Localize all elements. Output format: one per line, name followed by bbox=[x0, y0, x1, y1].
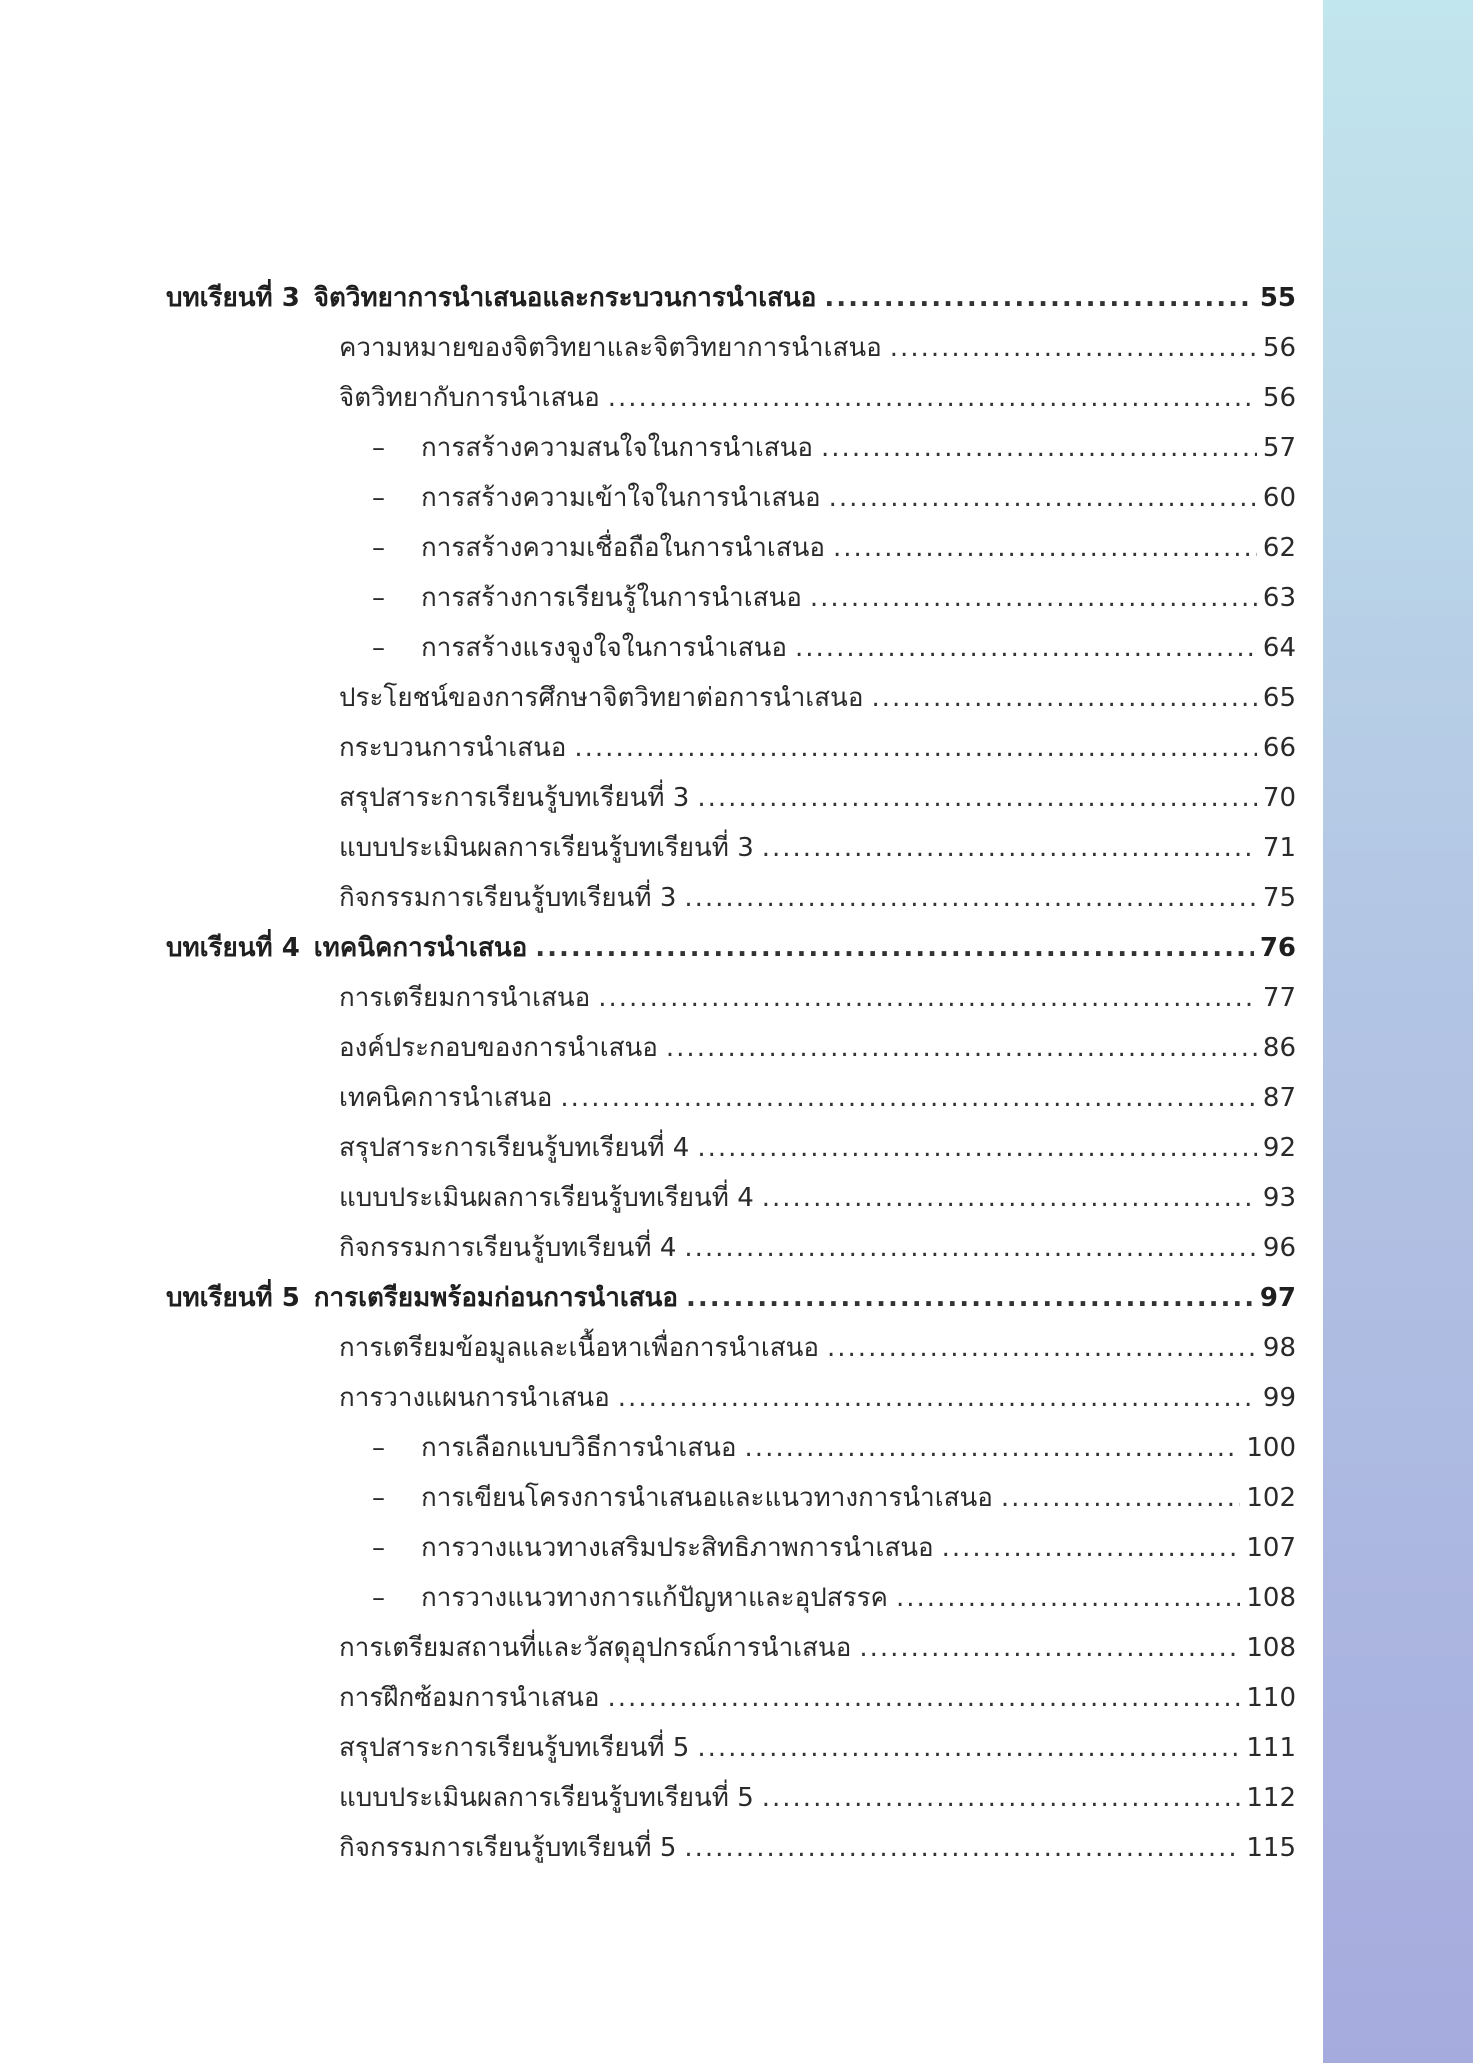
toc-leader-dots bbox=[684, 1823, 1240, 1873]
toc-entry-title: องค์ประกอบของการนำเสนอ bbox=[339, 1033, 658, 1063]
toc-row bbox=[0, 623, 1323, 673]
toc-row bbox=[0, 673, 1323, 723]
toc-page-number: 115 bbox=[1246, 1833, 1296, 1863]
toc-entry-title: แบบประเมินผลการเรียนรู้บทเรียนที่ 5 bbox=[339, 1783, 754, 1813]
toc-entry-title: สรุปสาระการเรียนรู้บทเรียนที่ 5 bbox=[339, 1733, 690, 1763]
toc-row bbox=[0, 1523, 1323, 1573]
toc-entry-title: เทคนิคการนำเสนอ bbox=[313, 933, 528, 963]
toc-entry[interactable] bbox=[339, 1223, 1296, 1273]
toc-leader-dots bbox=[618, 1373, 1257, 1423]
toc-entry[interactable] bbox=[339, 323, 1296, 373]
toc-leader-dots bbox=[535, 923, 1254, 973]
toc-leader-dots bbox=[697, 1123, 1257, 1173]
toc-row bbox=[0, 1573, 1323, 1623]
toc-page-number: 110 bbox=[1246, 1683, 1296, 1713]
toc-entry[interactable] bbox=[421, 473, 1296, 523]
toc-entry[interactable] bbox=[166, 923, 1296, 973]
toc-leader-dots bbox=[608, 1673, 1241, 1723]
toc-chapter-row bbox=[0, 273, 1323, 323]
toc-row bbox=[0, 1123, 1323, 1173]
toc-entry[interactable] bbox=[421, 573, 1296, 623]
toc-entry-title: การสร้างการเรียนรู้ในการนำเสนอ bbox=[421, 583, 802, 613]
toc-chapter-row bbox=[0, 923, 1323, 973]
toc-entry-title: การวางแนวทางการแก้ปัญหาและอุปสรรค bbox=[421, 1583, 888, 1613]
toc-entry-title: การสร้างความเชื่อถือในการนำเสนอ bbox=[421, 533, 825, 563]
toc-leader-dots bbox=[827, 1323, 1257, 1373]
toc-chapter-row bbox=[0, 1273, 1323, 1323]
toc-page-number: 92 bbox=[1262, 1133, 1296, 1163]
toc-entry-title: สรุปสาระการเรียนรู้บทเรียนที่ 3 bbox=[339, 783, 690, 813]
toc-dash: – bbox=[372, 433, 385, 463]
toc-entry[interactable] bbox=[339, 973, 1296, 1023]
toc-entry[interactable] bbox=[166, 273, 1296, 323]
toc-chapter-number: บทเรียนที่ 3 bbox=[166, 283, 300, 313]
toc-entry-title: การฝึกซ้อมการนำเสนอ bbox=[339, 1683, 600, 1713]
toc-entry-title: การสร้างความเข้าใจในการนำเสนอ bbox=[421, 483, 821, 513]
toc-entry[interactable] bbox=[421, 1423, 1296, 1473]
toc-entry-title: ความหมายของจิตวิทยาและจิตวิทยาการนำเสนอ bbox=[339, 333, 882, 363]
toc-leader-dots bbox=[829, 473, 1257, 523]
toc-leader-dots bbox=[697, 1723, 1240, 1773]
toc-leader-dots bbox=[810, 573, 1257, 623]
toc-entry[interactable] bbox=[339, 823, 1296, 873]
toc-page-number: 86 bbox=[1262, 1033, 1296, 1063]
toc-row bbox=[0, 323, 1323, 373]
toc-entry[interactable] bbox=[339, 673, 1296, 723]
toc-dash: – bbox=[372, 533, 385, 563]
toc-leader-dots bbox=[896, 1573, 1240, 1623]
toc-entry[interactable] bbox=[339, 1173, 1296, 1223]
toc-entry-title: การเตรียมข้อมูลและเนื้อหาเพื่อการนำเสนอ bbox=[339, 1333, 820, 1363]
toc-entry-title: การเขียนโครงการนำเสนอและแนวทางการนำเสนอ bbox=[421, 1483, 993, 1513]
toc-entry-title: การวางแผนการนำเสนอ bbox=[339, 1383, 610, 1413]
toc-leader-dots bbox=[871, 673, 1256, 723]
toc-entry[interactable] bbox=[339, 1723, 1296, 1773]
toc-dash: – bbox=[372, 1533, 385, 1563]
toc-row bbox=[0, 523, 1323, 573]
toc-entry-title: แบบประเมินผลการเรียนรู้บทเรียนที่ 4 bbox=[339, 1183, 754, 1213]
toc-entry[interactable] bbox=[339, 1623, 1296, 1673]
toc-page-number: 100 bbox=[1246, 1433, 1296, 1463]
toc-dash: – bbox=[372, 483, 385, 513]
toc-leader-dots bbox=[684, 1223, 1257, 1273]
toc-page-number: 111 bbox=[1246, 1733, 1296, 1763]
toc-entry-title: สรุปสาระการเรียนรู้บทเรียนที่ 4 bbox=[339, 1133, 690, 1163]
toc-entry[interactable] bbox=[339, 1123, 1296, 1173]
toc-row bbox=[0, 1473, 1323, 1523]
toc-entry-title: จิตวิทยาการนำเสนอและกระบวนการนำเสนอ bbox=[313, 283, 817, 313]
toc-entry-title: การเตรียมพร้อมก่อนการนำเสนอ bbox=[313, 1283, 679, 1313]
toc-entry-title: การสร้างแรงจูงใจในการนำเสนอ bbox=[421, 633, 788, 663]
toc-entry-title: กิจกรรมการเรียนรู้บทเรียนที่ 3 bbox=[339, 883, 677, 913]
toc-leader-dots bbox=[598, 973, 1257, 1023]
toc-leader-dots bbox=[762, 1773, 1241, 1823]
toc-entry[interactable] bbox=[339, 1373, 1296, 1423]
toc-row bbox=[0, 1723, 1323, 1773]
toc-entry[interactable] bbox=[339, 1323, 1296, 1373]
toc-leader-dots bbox=[762, 1173, 1257, 1223]
toc-row bbox=[0, 1623, 1323, 1673]
toc-dash: – bbox=[372, 633, 385, 663]
toc-entry[interactable] bbox=[166, 1273, 1296, 1323]
toc-entry-title: กระบวนการนำเสนอ bbox=[339, 733, 567, 763]
toc-entry-title: การวางแนวทางเสริมประสิทธิภาพการนำเสนอ bbox=[421, 1533, 934, 1563]
toc-page-number: 96 bbox=[1262, 1233, 1296, 1263]
toc-page-number: 112 bbox=[1246, 1783, 1296, 1813]
toc-entry[interactable] bbox=[421, 523, 1296, 573]
toc-page-number: 97 bbox=[1259, 1283, 1296, 1313]
toc-page-number: 76 bbox=[1259, 933, 1296, 963]
toc-row bbox=[0, 773, 1323, 823]
toc-entry[interactable] bbox=[421, 623, 1296, 673]
toc-row bbox=[0, 1073, 1323, 1123]
toc-leader-dots bbox=[859, 1623, 1240, 1673]
toc-entry[interactable] bbox=[421, 423, 1296, 473]
toc-dash: – bbox=[372, 583, 385, 613]
toc-row bbox=[0, 1673, 1323, 1723]
toc-page-number: 64 bbox=[1262, 633, 1296, 663]
toc-page-number: 70 bbox=[1262, 783, 1296, 813]
toc-row bbox=[0, 1423, 1323, 1473]
toc-page-number: 55 bbox=[1259, 283, 1296, 313]
toc-entry-title: การเลือกแบบวิธีการนำเสนอ bbox=[421, 1433, 737, 1463]
toc-page-number: 77 bbox=[1262, 983, 1296, 1013]
toc-chapter-number: บทเรียนที่ 5 bbox=[166, 1283, 300, 1313]
toc-entry[interactable] bbox=[339, 873, 1296, 923]
toc-entry-title: แบบประเมินผลการเรียนรู้บทเรียนที่ 3 bbox=[339, 833, 754, 863]
toc-entry-title: การเตรียมการนำเสนอ bbox=[339, 983, 591, 1013]
toc-leader-dots bbox=[833, 523, 1257, 573]
toc-row bbox=[0, 1023, 1323, 1073]
toc-page-number: 75 bbox=[1262, 883, 1296, 913]
toc-row bbox=[0, 1173, 1323, 1223]
toc-entry-title: กิจกรรมการเรียนรู้บทเรียนที่ 5 bbox=[339, 1833, 677, 1863]
toc-page-number: 102 bbox=[1246, 1483, 1296, 1513]
toc-entry-title: การสร้างความสนใจในการนำเสนอ bbox=[421, 433, 814, 463]
toc-page-number: 108 bbox=[1246, 1633, 1296, 1663]
toc-leader-dots bbox=[745, 1423, 1241, 1473]
toc-row bbox=[0, 373, 1323, 423]
toc-row bbox=[0, 1773, 1323, 1823]
toc-chapter-number: บทเรียนที่ 4 bbox=[166, 933, 300, 963]
toc-leader-dots bbox=[890, 323, 1257, 373]
toc-row bbox=[0, 1823, 1323, 1873]
toc-entry-title: จิตวิทยากับการนำเสนอ bbox=[339, 383, 600, 413]
toc-page-number: 57 bbox=[1262, 433, 1296, 463]
toc-page-number: 71 bbox=[1262, 833, 1296, 863]
toc-entry-title: ประโยชน์ของการศึกษาจิตวิทยาต่อการนำเสนอ bbox=[339, 683, 864, 713]
toc-entry[interactable] bbox=[339, 723, 1296, 773]
toc-leader-dots bbox=[942, 1523, 1241, 1573]
toc-page-number: 93 bbox=[1262, 1183, 1296, 1213]
toc-entry[interactable] bbox=[339, 373, 1296, 423]
toc-dash: – bbox=[372, 1483, 385, 1513]
toc-page-number: 60 bbox=[1262, 483, 1296, 513]
toc-entry[interactable] bbox=[421, 1523, 1296, 1573]
side-color-band bbox=[1323, 0, 1473, 2063]
toc-page-number: 108 bbox=[1246, 1583, 1296, 1613]
toc-leader-dots bbox=[574, 723, 1257, 773]
toc-dash: – bbox=[372, 1433, 385, 1463]
toc-row bbox=[0, 723, 1323, 773]
toc-entry[interactable] bbox=[339, 1023, 1296, 1073]
toc-entry[interactable] bbox=[421, 1473, 1296, 1523]
toc-row bbox=[0, 473, 1323, 523]
toc-entry-title: กิจกรรมการเรียนรู้บทเรียนที่ 4 bbox=[339, 1233, 677, 1263]
toc-row bbox=[0, 873, 1323, 923]
toc-entry-title: เทคนิคการนำเสนอ bbox=[339, 1083, 553, 1113]
toc-leader-dots bbox=[821, 423, 1257, 473]
toc-leader-dots bbox=[686, 1273, 1254, 1323]
toc-leader-dots bbox=[697, 773, 1257, 823]
toc-page-number: 87 bbox=[1262, 1083, 1296, 1113]
toc-entry-title: การเตรียมสถานที่และวัสดุอุปกรณ์การนำเสนอ bbox=[339, 1633, 852, 1663]
toc-leader-dots bbox=[560, 1073, 1256, 1123]
toc-entry[interactable] bbox=[339, 1073, 1296, 1123]
toc-page-number: 62 bbox=[1262, 533, 1296, 563]
toc-leader-dots bbox=[684, 873, 1257, 923]
toc-page-number: 107 bbox=[1246, 1533, 1296, 1563]
toc-leader-dots bbox=[762, 823, 1257, 873]
toc-dash: – bbox=[372, 1583, 385, 1613]
toc-page-number: 98 bbox=[1262, 1333, 1296, 1363]
toc-row bbox=[0, 973, 1323, 1023]
toc-leader-dots bbox=[795, 623, 1257, 673]
toc-row bbox=[0, 423, 1323, 473]
toc-entry[interactable] bbox=[421, 1573, 1296, 1623]
toc-row bbox=[0, 1223, 1323, 1273]
toc-entry[interactable] bbox=[339, 773, 1296, 823]
toc-leader-dots bbox=[1001, 1473, 1240, 1523]
toc-page-number: 66 bbox=[1262, 733, 1296, 763]
toc-row bbox=[0, 823, 1323, 873]
toc-leader-dots bbox=[608, 373, 1257, 423]
toc-page-number: 99 bbox=[1262, 1383, 1296, 1413]
toc-entry[interactable] bbox=[339, 1673, 1296, 1723]
toc-entry[interactable] bbox=[339, 1773, 1296, 1823]
toc-leader-dots bbox=[824, 273, 1253, 323]
toc-row bbox=[0, 1373, 1323, 1423]
toc-page-number: 63 bbox=[1262, 583, 1296, 613]
toc-page-number: 56 bbox=[1262, 383, 1296, 413]
toc-page-number: 56 bbox=[1262, 333, 1296, 363]
toc-row bbox=[0, 1323, 1323, 1373]
toc-leader-dots bbox=[666, 1023, 1257, 1073]
toc-entry[interactable] bbox=[339, 1823, 1296, 1873]
toc-row bbox=[0, 573, 1323, 623]
toc-page-number: 65 bbox=[1262, 683, 1296, 713]
